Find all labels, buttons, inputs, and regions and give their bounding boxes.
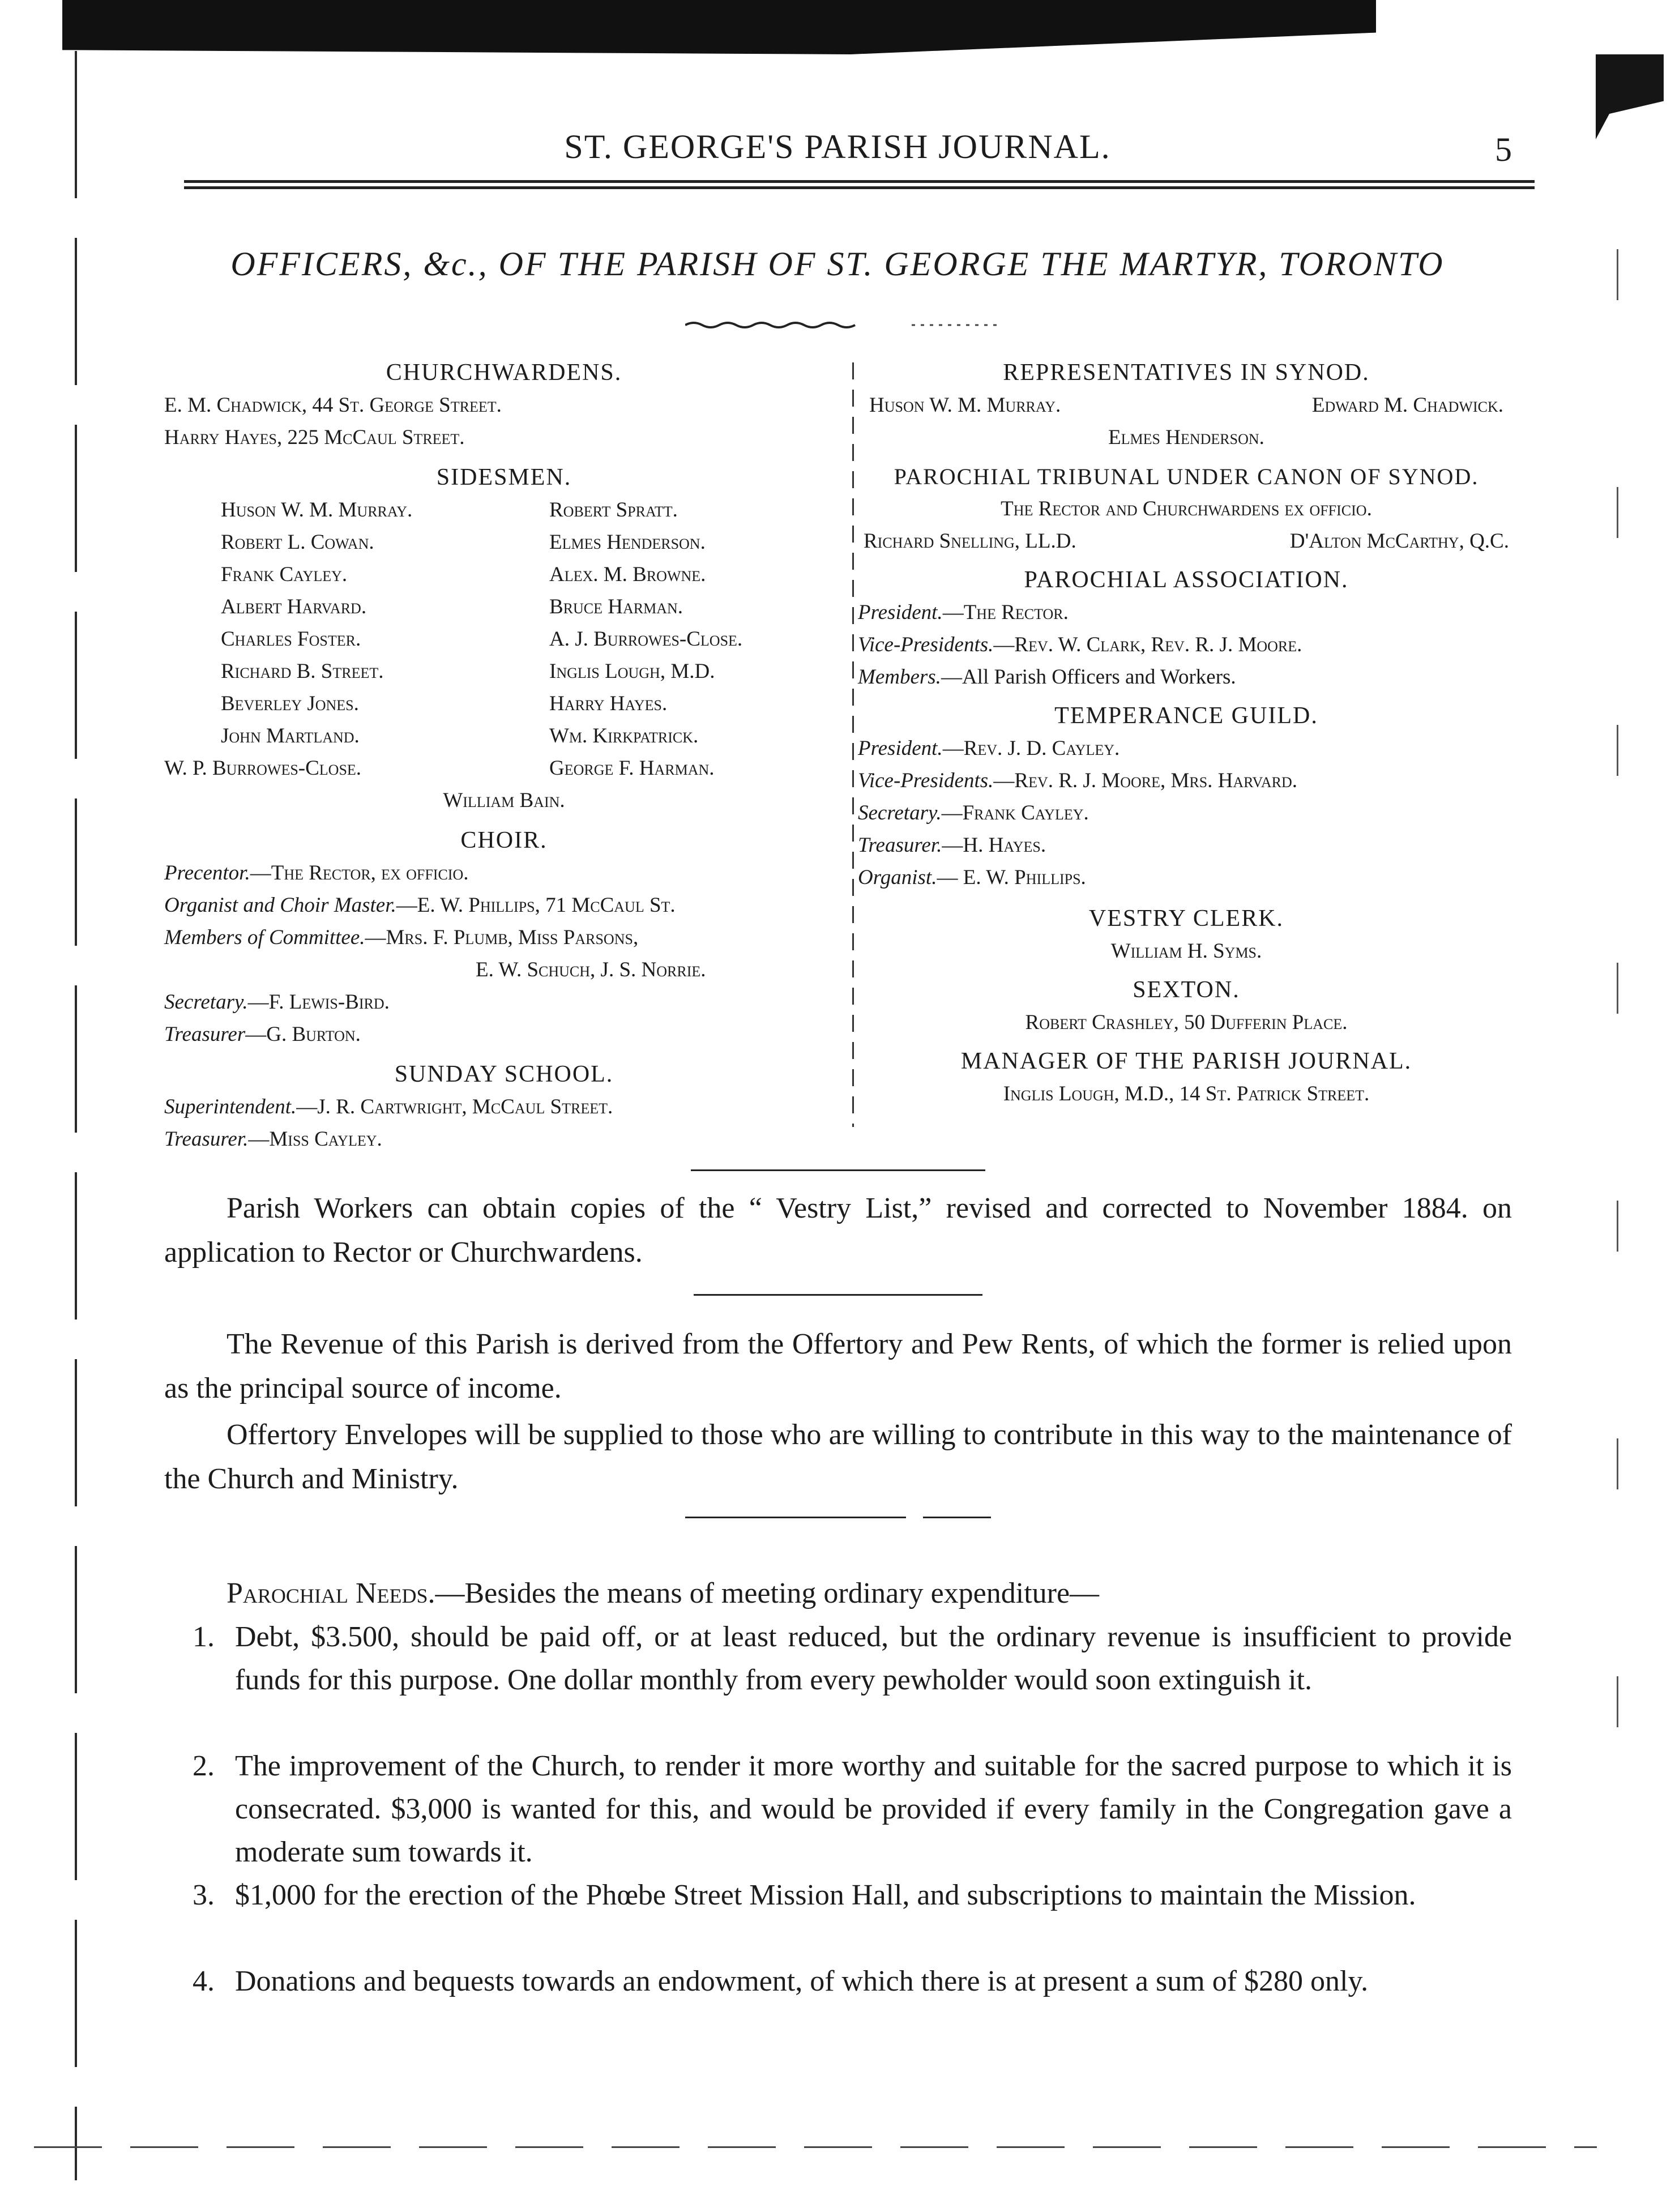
right-column	[858, 357, 1515, 1110]
section-heading-association: PAROCHIAL ASSOCIATION.	[1024, 567, 1349, 593]
sidesman: A. J. Burrowes-Close.	[549, 627, 743, 651]
sidesman-last: William Bain.	[443, 789, 565, 812]
sidesman: Elmes Henderson.	[549, 531, 706, 554]
sidesman: Richard B. Street.	[221, 660, 384, 683]
scan-top-band	[62, 0, 1376, 54]
sidesman: Robert Spratt.	[549, 498, 678, 522]
section-heading-sidesmen: SIDESMEN.	[436, 464, 572, 490]
section-heading-vestry-clerk: VESTRY CLERK.	[1088, 906, 1284, 932]
scan-right-edge	[1617, 249, 1618, 1835]
synod-rep: Edward M. Chadwick.	[1311, 394, 1503, 417]
choir-organist: Organist and Choir Master.—E. W. Phillips, 71 McCaul St.	[164, 894, 676, 917]
synod-row	[858, 389, 1515, 421]
tribunal-member: Richard Snelling, LL.D.	[864, 529, 1076, 553]
vestry-clerk-name: William H. Syms.	[1110, 940, 1262, 963]
tribunal-row	[858, 525, 1515, 557]
scan-corner-mark	[1596, 54, 1664, 139]
tribunal-line: The Rector and Churchwardens ex officio.	[1001, 497, 1372, 520]
page-title: OFFICERS, &c., OF THE PARISH OF ST. GEORGE THE MARTYR, TORONTO	[230, 245, 1445, 283]
sidesman: George F. Harman.	[549, 757, 715, 780]
choir-treasurer: Treasurer—G. Burton.	[164, 1023, 361, 1046]
sunday-school-superintendent: Superintendent.—J. R. Cartwright, McCaul Street.	[164, 1095, 613, 1118]
choir-committee: Members of Committee.—Mrs. F. Plumb, Miss Parsons,	[164, 926, 639, 949]
sidesman: Charles Foster.	[221, 627, 361, 651]
revenue-paragraph: The Revenue of this Parish is derived from the Offertory and Pew Rents, of which the former is relied upon as the principal source of income.	[164, 1328, 1512, 1404]
choir-committee-cont: E. W. Schuch, J. S. Norrie.	[476, 958, 706, 981]
sidesman: Beverley Jones.	[221, 692, 359, 715]
churchwarden-1: E. M. Chadwick, 44 St. George Street.	[164, 394, 502, 417]
section-heading-choir: CHOIR.	[460, 827, 548, 853]
page-number: 5	[1495, 131, 1512, 168]
section-heading-sexton: SEXTON.	[1133, 977, 1240, 1003]
offertory-paragraph: Offertory Envelopes will be supplied to those who are willing to contribute in this way to the maintenance of the Church and Ministry.	[164, 1419, 1512, 1495]
choir-secretary: Secretary.—F. Lewis-Bird.	[164, 990, 390, 1014]
section-heading-churchwardens: CHURCHWARDENS.	[386, 360, 622, 386]
manager-name: Inglis Lough, M.D., 14 St. Patrick Street.	[1003, 1082, 1370, 1105]
temperance-organist: Organist.— E. W. Phillips.	[858, 866, 1086, 889]
sidesmen-list	[164, 494, 844, 784]
sidesman: John Martland.	[221, 724, 360, 748]
section-heading-synod: REPRESENTATIVES IN SYNOD.	[1003, 360, 1370, 386]
sidesman: Frank Cayley.	[221, 563, 348, 586]
association-vice: Vice-Presidents.—Rev. W. Clark, Rev. R. J. Moore.	[858, 633, 1302, 656]
need-item: 2. The improvement of the Church, to render it more worthy and suitable for the sacred purpose to which it is consecrated. $3,000 is wanted for this, and would be provided if every family in the Congregation gave a moderate sum towards it.	[193, 1750, 1512, 1868]
association-members: Members.—All Parish Officers and Workers.	[858, 665, 1236, 689]
section-heading-temperance: TEMPERANCE GUILD.	[1054, 703, 1318, 729]
divider-rule	[685, 1517, 991, 1518]
sidesman: Bruce Harman.	[549, 595, 683, 618]
left-column	[164, 357, 844, 1155]
column-divider	[852, 362, 854, 1127]
sidesman: Wm. Kirkpatrick.	[549, 724, 699, 748]
header-double-rule	[184, 180, 1535, 189]
tribunal-member: D'Alton McCarthy, Q.C.	[1289, 529, 1509, 553]
notice-vestry-list: Parish Workers can obtain copies of the “ Vestry List,” revised and corrected to November 1884. on application to Rector or Churchwardens.	[164, 1192, 1512, 1269]
need-item: 3. $1,000 for the erection of the Phœbe Street Mission Hall, and subscriptions to maintain the Mission.	[193, 1879, 1416, 1911]
association-president: President.—The Rector.	[858, 601, 1069, 624]
section-heading-sunday-school: SUNDAY SCHOOL.	[394, 1061, 614, 1087]
sidesman: Inglis Lough, M.D.	[549, 660, 715, 683]
need-item: 4. Donations and bequests towards an endowment, of which there is at present a sum of $280 only.	[193, 1965, 1369, 1997]
synod-rep: Elmes Henderson.	[1108, 426, 1264, 449]
scan-bottom-rule	[34, 2146, 1597, 2148]
parochial-needs-lead: Parochial Needs.—Besides the means of meeting ordinary expenditure—	[227, 1577, 1100, 1609]
choir-precentor: Precentor.—The Rector, ex officio.	[164, 861, 469, 885]
ornament-squiggle	[685, 319, 1002, 331]
sunday-school-treasurer: Treasurer.—Miss Cayley.	[164, 1128, 382, 1151]
scan-left-edge	[75, 51, 77, 2180]
sidesman: W. P. Burrowes-Close.	[164, 757, 362, 780]
sexton-name: Robert Crashley, 50 Dufferin Place.	[1025, 1011, 1348, 1034]
churchwarden-2: Harry Hayes, 225 McCaul Street.	[164, 426, 465, 449]
need-item: 1. Debt, $3.500, should be paid off, or at least reduced, but the ordinary revenue is insufficient to provide funds for this purpose. One dollar monthly from every pewholder would soon extinguish it.	[193, 1621, 1512, 1696]
divider-rule	[691, 1169, 985, 1171]
sidesman: Huson W. M. Murray.	[221, 498, 413, 522]
synod-rep: Huson W. M. Murray.	[869, 394, 1061, 417]
section-heading-manager: MANAGER OF THE PARISH JOURNAL.	[960, 1048, 1412, 1074]
sidesman: Robert L. Cowan.	[221, 531, 374, 554]
journal-header: ST. GEORGE'S PARISH JOURNAL.	[564, 128, 1111, 165]
temperance-secretary: Secretary.—Frank Cayley.	[858, 801, 1089, 825]
temperance-vice: Vice-Presidents.—Rev. R. J. Moore, Mrs. Harvard.	[858, 769, 1298, 792]
section-heading-tribunal: PAROCHIAL TRIBUNAL UNDER CANON OF SYNOD.	[894, 464, 1479, 489]
sidesman: Alex. M. Browne.	[549, 563, 706, 586]
sidesman: Harry Hayes.	[549, 692, 668, 715]
temperance-president: President.—Rev. J. D. Cayley.	[858, 737, 1120, 760]
divider-rule	[694, 1294, 982, 1296]
sidesman: Albert Harvard.	[221, 595, 367, 618]
temperance-treasurer: Treasurer.—H. Hayes.	[858, 834, 1046, 857]
